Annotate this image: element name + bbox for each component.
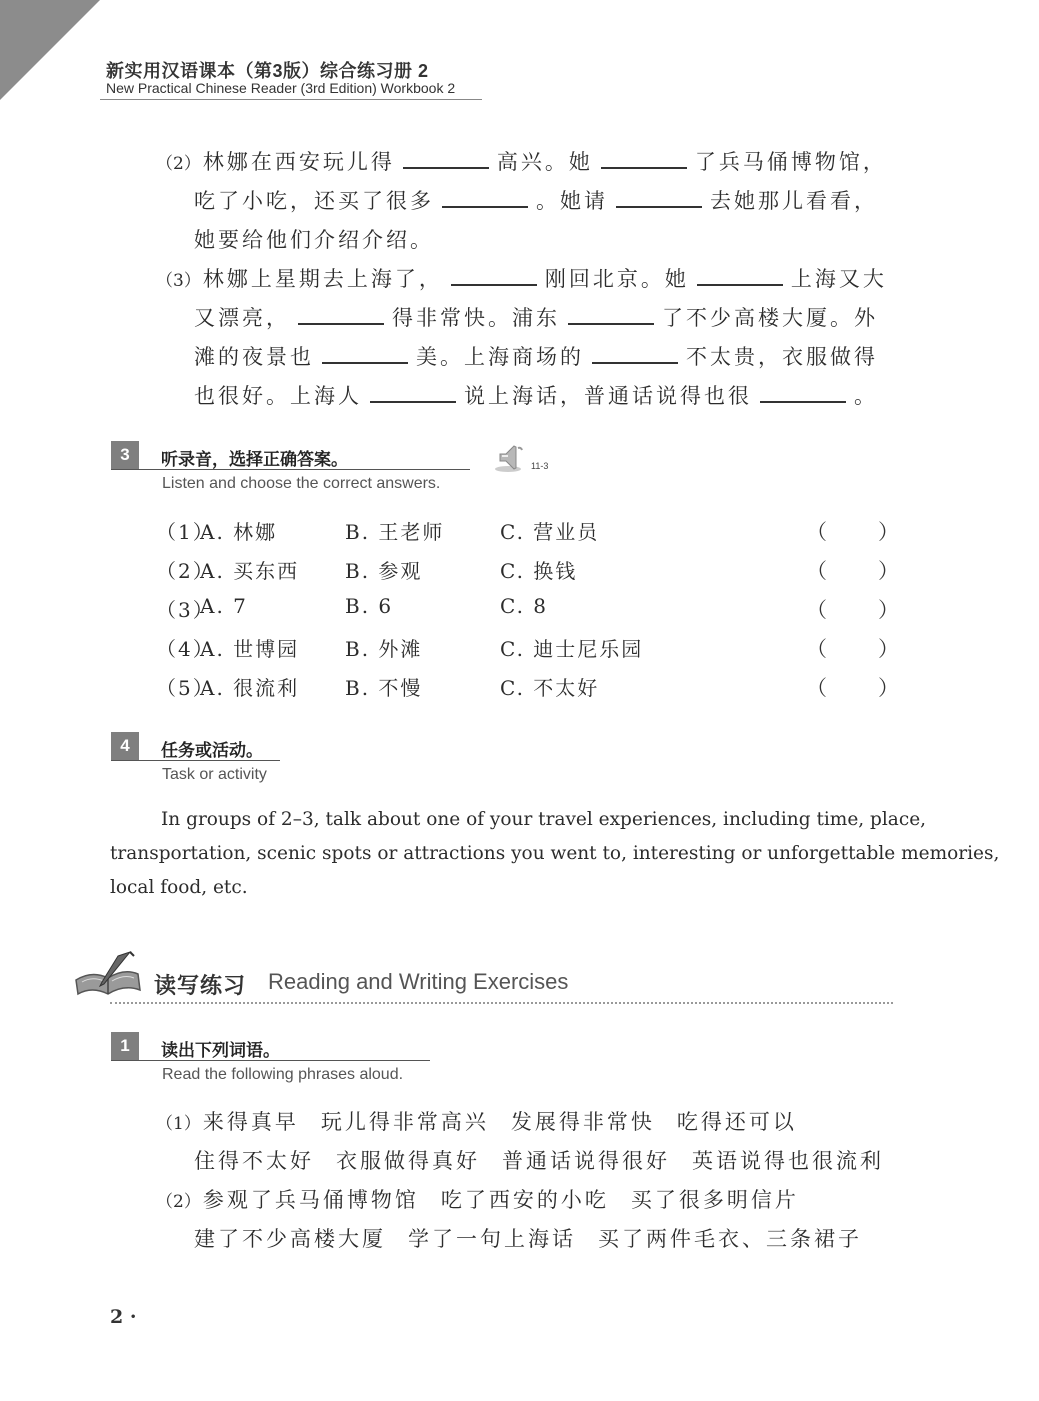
rw-section1-underline: [111, 1060, 430, 1061]
option-a: A. 7: [200, 594, 248, 618]
blank[interactable]: [760, 385, 846, 403]
section3-title-en: Listen and choose the correct answers.: [162, 475, 441, 492]
blank[interactable]: [403, 151, 489, 169]
option-c: C. 营业员: [500, 520, 600, 544]
option-b: B. 不慢: [345, 676, 423, 700]
header-title-en: New Practical Chinese Reader (3rd Edition) Workbook 2: [106, 80, 456, 96]
section3-title-cn: 听录音，选择正确答案。: [161, 450, 348, 469]
answer-paren-close: ）: [878, 598, 899, 622]
option-c: C. 换钱: [500, 559, 578, 583]
book-pen-icon: [74, 950, 146, 998]
question-number: （2）: [156, 559, 215, 583]
blank[interactable]: [697, 268, 783, 286]
task-line-3: local food, etc.: [110, 877, 248, 898]
answer-paren-open: （: [806, 559, 827, 583]
rw-section1-title-en: Read the following phrases aloud.: [162, 1066, 404, 1083]
option-a: A. 很流利: [200, 676, 300, 700]
header-corner-decoration: [0, 0, 100, 100]
rw-title-en: Reading and Writing Exercises: [268, 969, 569, 994]
section4-title-en: Task or activity: [162, 766, 267, 783]
answer-paren-open: （: [806, 637, 827, 661]
option-b: B. 王老师: [345, 520, 445, 544]
question-number: （3）: [156, 598, 215, 622]
rw-title-cn: 读写练习: [154, 973, 247, 998]
blank[interactable]: [442, 190, 528, 208]
option-b: B. 6: [345, 594, 394, 618]
blank[interactable]: [568, 307, 654, 325]
answer-paren-close: ）: [878, 637, 899, 661]
rw-dotted-divider: [110, 1002, 893, 1004]
phrase-group1-line1: （1）来得真早 玩儿得非常高兴 发展得非常快 吃得还可以: [156, 1110, 797, 1134]
page-number: 2 ·: [110, 1306, 137, 1328]
answer-paren-close: ）: [878, 676, 899, 700]
blank[interactable]: [451, 268, 537, 286]
blank[interactable]: [298, 307, 384, 325]
audio-track-label: 11-3: [531, 461, 549, 471]
section3-number: 3: [111, 441, 139, 469]
section4-underline: [111, 760, 280, 761]
option-c: C. 迪士尼乐园: [500, 637, 644, 661]
option-b: B. 参观: [345, 559, 423, 583]
question-number: （4）: [156, 637, 215, 661]
blank[interactable]: [616, 190, 702, 208]
task-line-1: In groups of 2–3, talk about one of your travel experiences, including time, place,: [161, 809, 927, 830]
audio-speaker-icon[interactable]: [494, 440, 534, 474]
answer-paren-open: （: [806, 676, 827, 700]
phrase-group2-line1: （2）参观了兵马俑博物馆 吃了西安的小吃 买了很多明信片: [156, 1188, 799, 1212]
item3-line2: 又漂亮， 得非常快。浦东 了不少高楼大厦。外: [194, 306, 878, 330]
blank[interactable]: [370, 385, 456, 403]
answer-paren-close: ）: [878, 520, 899, 544]
phrase-group2-line2: 建了不少高楼大厦 学了一句上海话 买了两件毛衣、三条裙子: [194, 1227, 862, 1251]
item3-line3: 滩的夜景也 美。上海商场的 不太贵，衣服做得: [194, 345, 878, 369]
question-number: （1）: [156, 520, 215, 544]
answer-paren-open: （: [806, 520, 827, 544]
task-line-2: transportation, scenic spots or attractions you went to, interesting or unforgettable memories,: [110, 843, 1000, 864]
section3-underline: [111, 469, 470, 470]
header-divider: [100, 99, 482, 100]
phrase-group1-line2: 住得不太好 衣服做得真好 普通话说得很好 英语说得也很流利: [194, 1149, 884, 1173]
option-a: A. 林娜: [200, 520, 278, 544]
answer-paren-open: （: [806, 598, 827, 622]
blank[interactable]: [322, 346, 408, 364]
item3-line4: 也很好。上海人 说上海话，普通话说得也很 。: [194, 384, 878, 408]
option-c: C. 8: [500, 594, 549, 618]
item2-line3: 她要给他们介绍介绍。: [194, 228, 434, 252]
section4-title-cn: 任务或活动。: [161, 741, 263, 760]
option-a: A. 买东西: [200, 559, 300, 583]
option-b: B. 外滩: [345, 637, 423, 661]
option-a: A. 世博园: [200, 637, 300, 661]
rw-section1-number: 1: [111, 1032, 139, 1060]
header-title-cn: 新实用汉语课本（第3版）综合练习册 2: [106, 61, 429, 81]
blank[interactable]: [601, 151, 687, 169]
item2-line2: 吃了小吃，还买了很多 。她请 去她那儿看看，: [194, 189, 878, 213]
blank[interactable]: [592, 346, 678, 364]
item3-line1: （3）林娜上星期去上海了， 刚回北京。她 上海又大: [156, 267, 887, 291]
section4-number: 4: [111, 732, 139, 760]
item2-line1: （2）林娜在西安玩儿得 高兴。她 了兵马俑博物馆，: [156, 150, 887, 174]
answer-paren-close: ）: [878, 559, 899, 583]
rw-section1-title-cn: 读出下列词语。: [161, 1041, 280, 1060]
question-number: （5）: [156, 676, 215, 700]
option-c: C. 不太好: [500, 676, 600, 700]
